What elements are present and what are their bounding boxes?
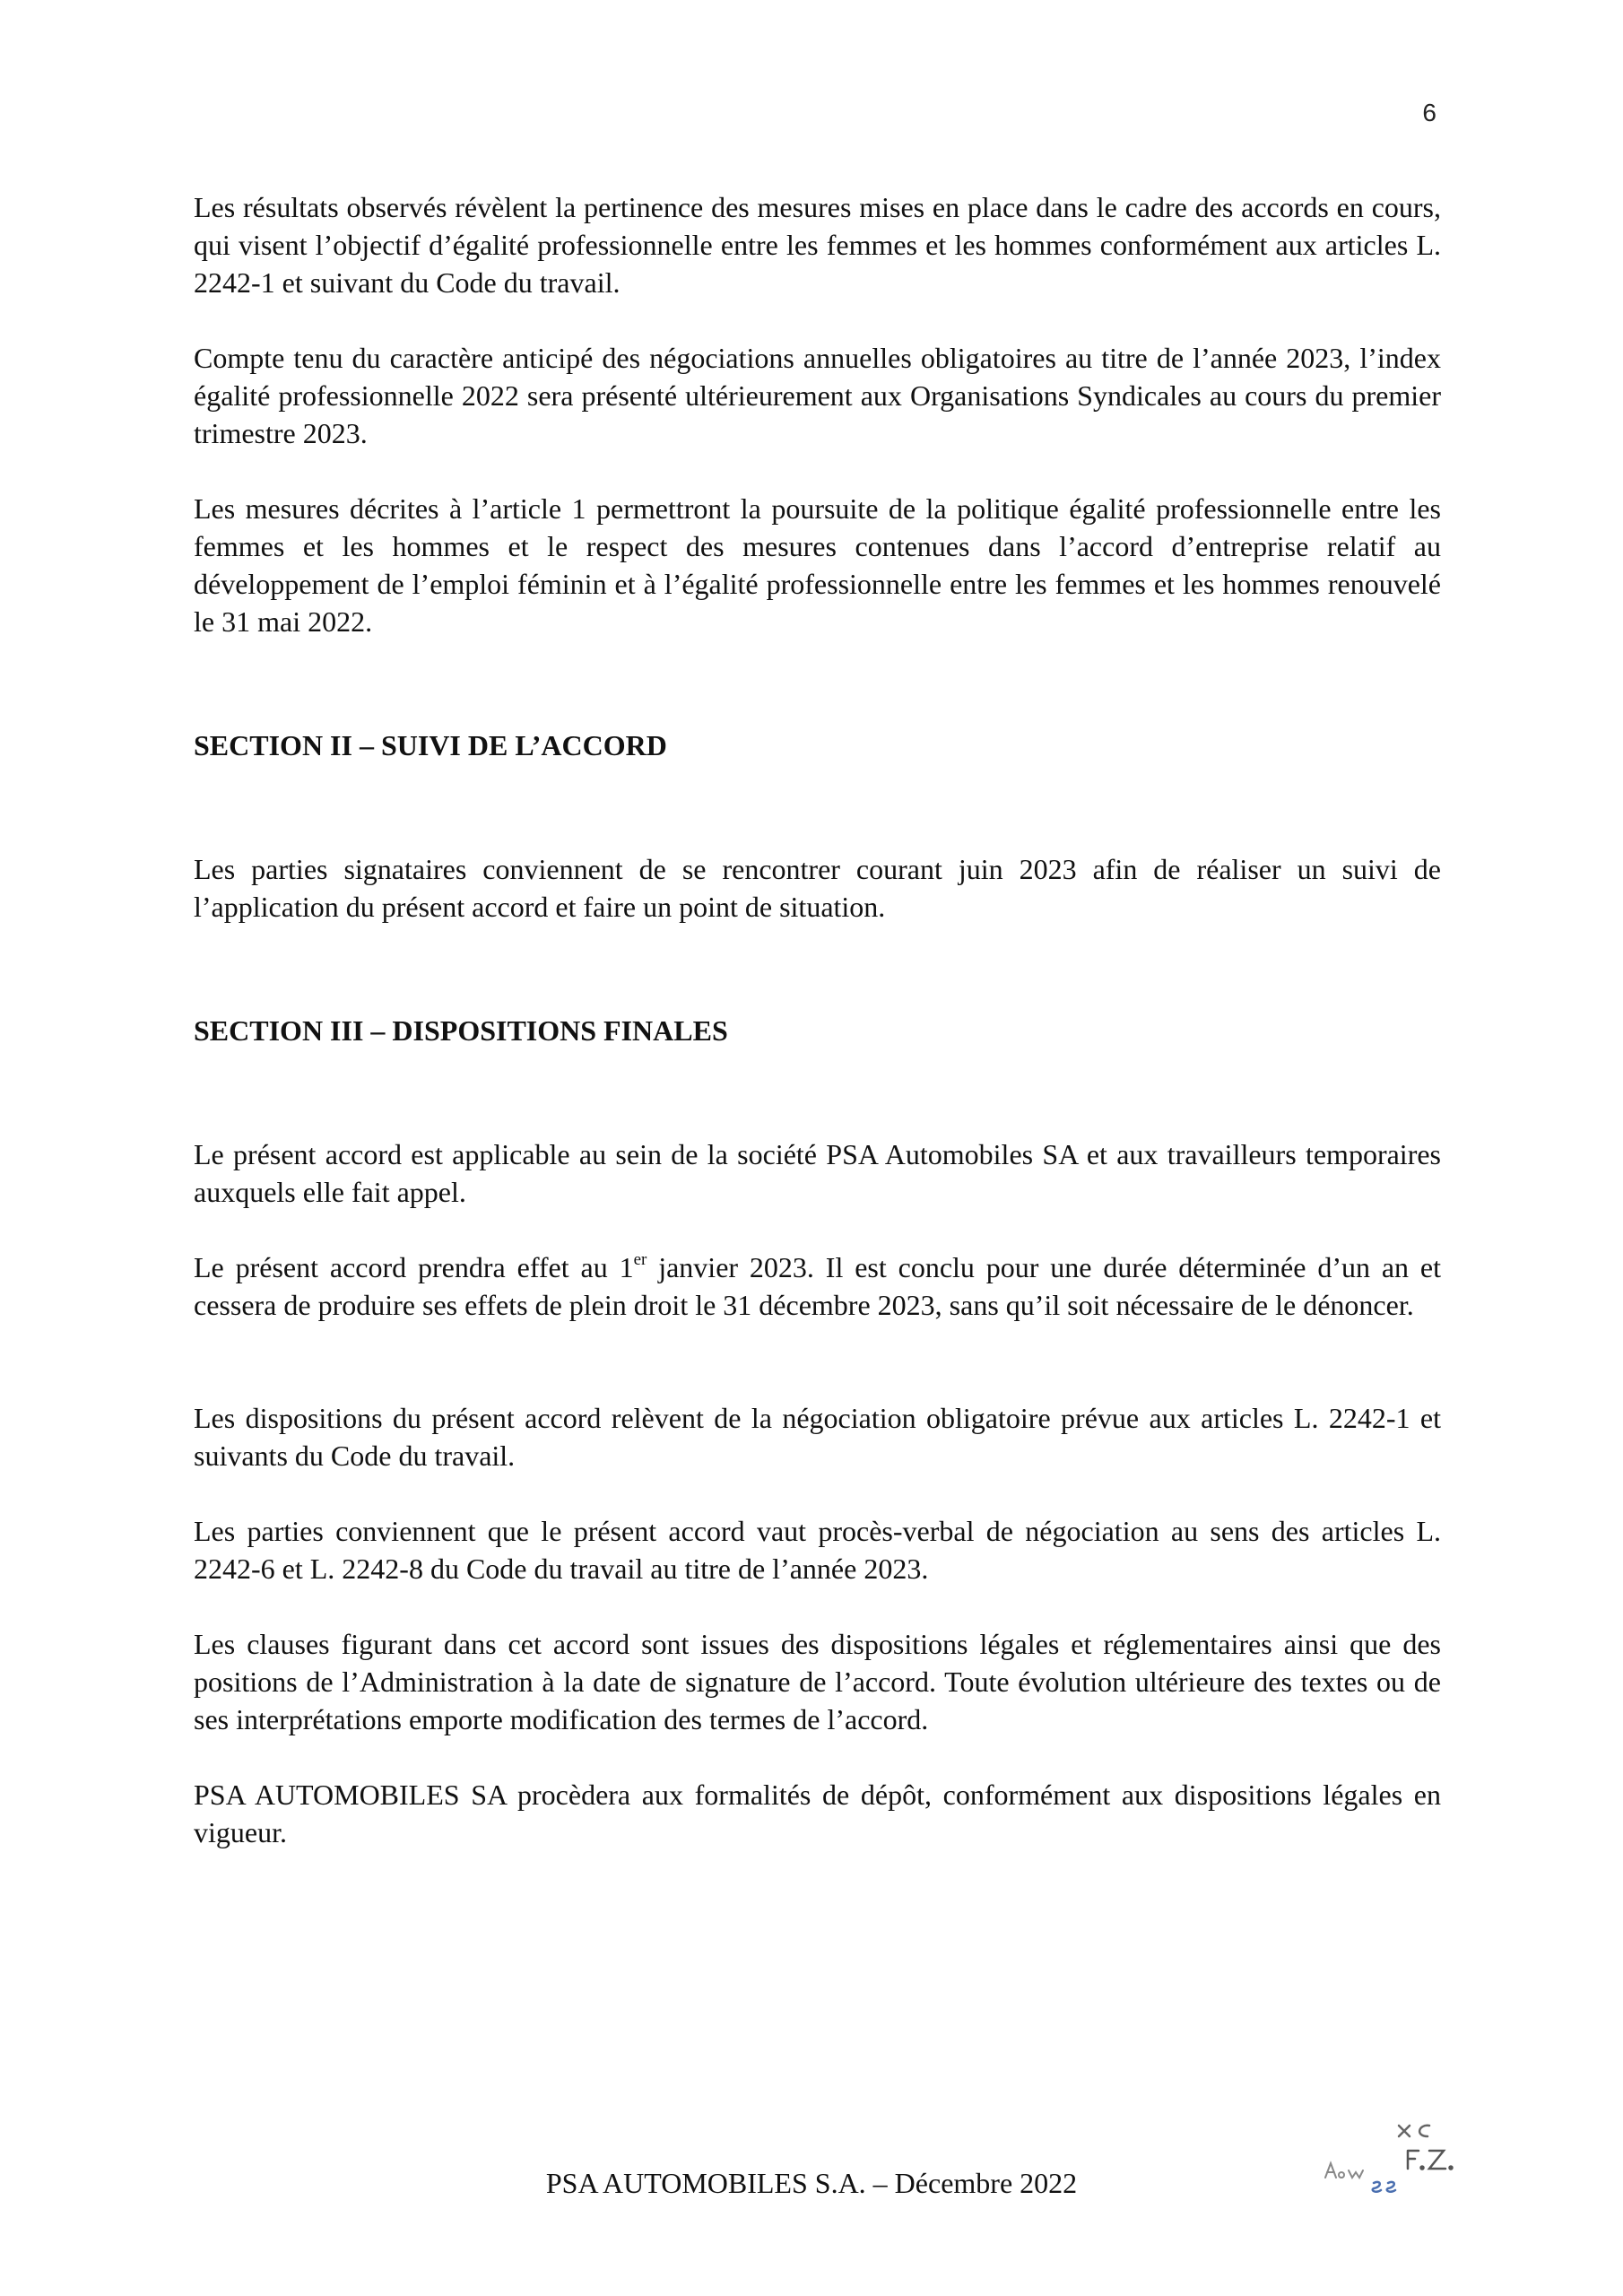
paragraph-index-egalite: Compte tenu du caractère anticipé des négociations annuelles obligatoires au titre de l’année 2023, l’index égalité professionnelle 2022 sera présenté ultérieurement aux Organisations Syndicales au cours du premier trimestre 2023. [194, 342, 1441, 449]
page-footer: PSA AUTOMOBILES S.A. – Décembre 2022 [545, 2167, 1078, 2199]
ordinal-superscript: er [633, 1250, 647, 1269]
duree-text-start: Le présent accord prendra effet au 1 [194, 1251, 634, 1283]
handwritten-initials [1318, 2117, 1462, 2215]
section-3-heading: SECTION III – DISPOSITIONS FINALES [194, 1014, 728, 1047]
duree-text-end: janvier 2023. Il est conclu pour une durée déterminée d’un an et cessera de produire ses effets de plein droit le 31 décembre 2023, sans qu’il soit nécessaire de le dénoncer. [194, 1251, 1441, 1321]
paragraph-results: Les résultats observés révèlent la pertinence des mesures mises en place dans le cadre des accords en cours, qui visent l’objectif d’égalité professionnelle entre les femmes et les hommes conformément aux articles L. 2242-1 et suivant du Code du travail. [194, 191, 1441, 299]
page-number: 6 [1422, 99, 1436, 126]
paragraph-suivi: Les parties signataires conviennent de se rencontrer courant juin 2023 afin de réaliser un suivi de l’application du présent accord et faire un point de situation. [194, 853, 1441, 923]
initials-aow [1325, 2163, 1363, 2178]
initials-fz [1408, 2151, 1453, 2170]
initials-xc [1399, 2126, 1429, 2136]
paragraph-duree [194, 1248, 1441, 1324]
paragraph-proces-verbal: Les parties conviennent que le présent accord vaut procès-verbal de négociation au sens des articles L. 2242-6 et L. 2242-8 du Code du travail au titre de l’année 2023. [194, 1515, 1441, 1585]
paragraph-champ-application: Le présent accord est applicable au sein de la société PSA Automobiles SA et aux travailleurs temporaires auxquels elle fait appel. [194, 1138, 1441, 1208]
paragraph-clauses: Les clauses figurant dans cet accord sont issues des dispositions légales et réglementaires ainsi que des positions de l’Administration à la date de signature de l’accord. Toute évolution ultérieure des textes ou de ses interprétations emporte modification des termes de l’accord. [194, 1628, 1441, 1735]
section-2-heading: SECTION II – SUIVI DE L’ACCORD [194, 729, 667, 761]
paragraph-depot: PSA AUTOMOBILES SA procèdera aux formalités de dépôt, conformément aux dispositions légales en vigueur. [194, 1779, 1441, 1848]
paragraph-mesures: Les mesures décrites à l’article 1 permettront la poursuite de la politique égalité professionnelle entre les femmes et les hommes et le respect des mesures contenues dans l’accord d’entreprise relatif au développement de l’emploi féminin et à l’égalité professionnelle entre les femmes et les hommes renouvelé le 31 mai 2022. [194, 492, 1441, 638]
paragraph-negociation-obligatoire: Les dispositions du présent accord relèvent de la négociation obligatoire prévue aux articles L. 2242-1 et suivants du Code du travail. [194, 1402, 1441, 1472]
initials-ee [1373, 2182, 1395, 2192]
document-body [194, 188, 1441, 1851]
